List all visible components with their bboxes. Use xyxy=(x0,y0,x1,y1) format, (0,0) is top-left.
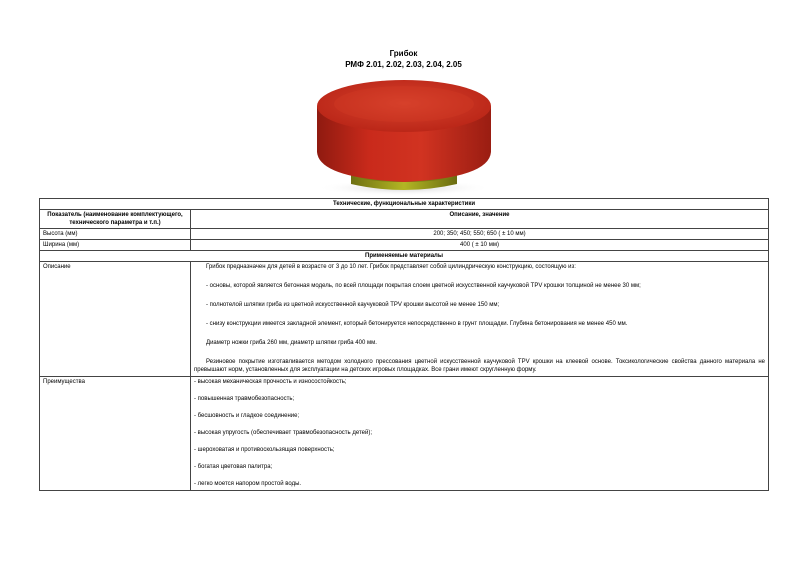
advantages-list xyxy=(191,377,769,491)
row-label: Высота (мм) xyxy=(40,229,191,240)
description-paragraph: - снизу конструкции имеется закладной элемент, который бетонируется непосредственно в грунт площадки. Глубина бетонирования не менее 450 мм. xyxy=(206,321,628,327)
mushroom-product-render xyxy=(313,78,495,196)
column-header-description: Описание, значение xyxy=(191,210,769,229)
description-row xyxy=(40,262,769,377)
header-row xyxy=(40,210,769,229)
description-paragraph: - основы, которой является бетонная модель, по всей площади покрытая слоем цветной искусственной каучуковой TPV крошки толщиной не менее 30 мм; xyxy=(206,283,641,289)
advantages-row xyxy=(40,377,769,491)
advantage-item: - высокая механическая прочность и износостойкость; xyxy=(194,379,347,385)
section-header-characteristics: Технические, функциональные характеристики xyxy=(40,199,769,210)
advantage-item: - бесшовность и гладкое соединение; xyxy=(194,413,300,419)
product-models: РМФ 2.01, 2.02, 2.03, 2.04, 2.05 xyxy=(345,60,462,69)
advantage-item: - легко моется напором простой воды. xyxy=(194,481,302,487)
row-value: 400 ( ± 10 мм) xyxy=(191,240,769,251)
product-name: Грибок xyxy=(389,49,418,58)
row-value: 200; 350; 450; 550; 650 ( ± 10 мм) xyxy=(191,229,769,240)
description-paragraph: Грибок предназначен для детей в возрасте от 3 до 10 лет. Грибок представляет собой цилиндрическую конструкцию, состоящую из: xyxy=(206,264,576,270)
row-label: Ширина (мм) xyxy=(40,240,191,251)
table-row xyxy=(40,240,769,251)
section-row-characteristics xyxy=(40,199,769,210)
column-header-indicator: Показатель (наименование комплектующего, технического параметра и т.п.) xyxy=(40,210,191,229)
section-row-materials xyxy=(40,251,769,262)
advantage-item: - высокая упругость (обеспечивает травмобезопасность детей); xyxy=(194,430,372,436)
advantage-item: - повышенная травмобезопасность; xyxy=(194,396,295,402)
description-paragraph: Диаметр ножки гриба 260 мм, диаметр шляпки гриба 400 мм. xyxy=(206,340,377,346)
section-header-materials: Применяемые материалы xyxy=(40,251,769,262)
table-row xyxy=(40,229,769,240)
description-paragraph: Резиновое покрытие изготавливается методом холодного прессования цветной искусственной каучуковой TPV крошки на клеевой основе. Токсикологические свойства данного материала не превышают норм, установленных для эксплуатации на детских игровых площадках. Все грани имеют скругленную форму. xyxy=(194,359,766,373)
description-text xyxy=(191,262,769,377)
spec-table xyxy=(39,198,769,491)
advantage-item: - шероховатая и противоскользящая поверхность; xyxy=(194,447,335,453)
description-paragraph: - полнотелой шляпки гриба из цветной искусственной каучуковой TPV крошки высотой не менее 150 мм; xyxy=(206,302,500,308)
description-label: Описание xyxy=(40,262,191,377)
advantage-item: - богатая цветовая палитра; xyxy=(194,464,273,470)
document-title xyxy=(0,48,807,70)
advantages-label: Преимущества xyxy=(40,377,191,491)
